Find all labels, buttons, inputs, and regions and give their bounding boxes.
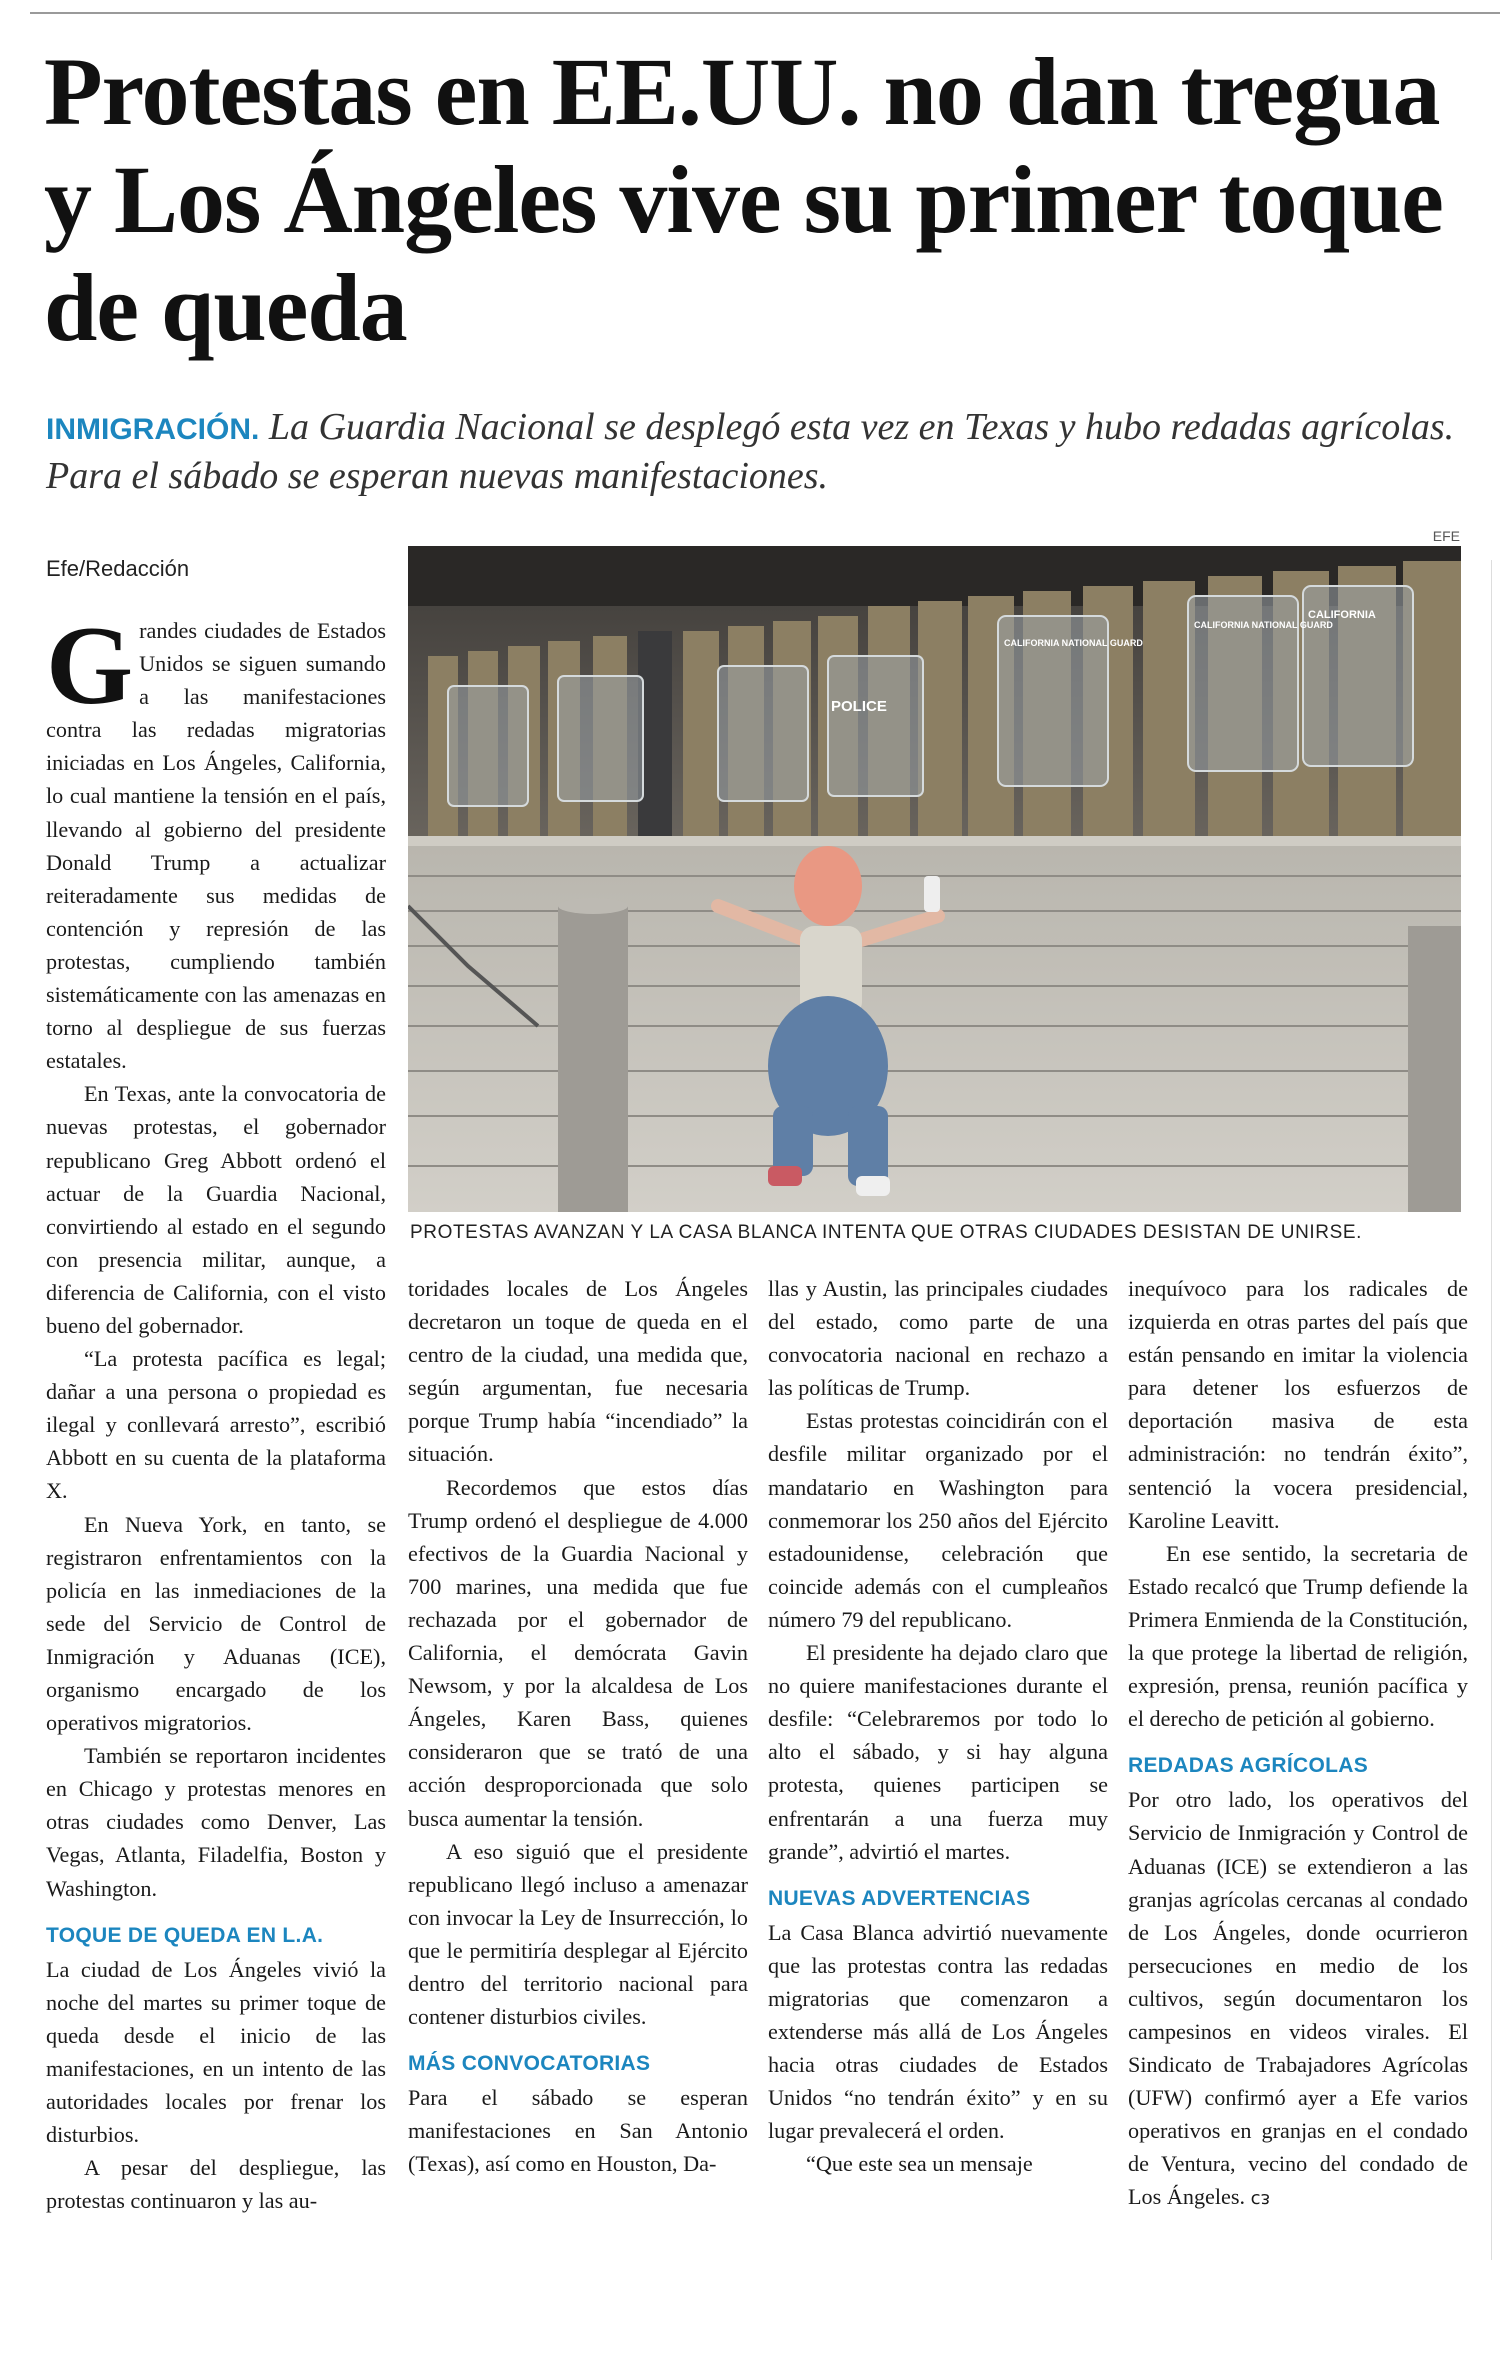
paragraph: La Casa Blanca advirtió nuevamente que las protestas contra las redadas migratorias que comenzaron a extenderse más allá de Los Ángeles hacia otras ciudades de Estados Unidos “no tendrán éxito” y en su lugar prevalecerá el orden. (768, 1919, 1108, 2144)
paragraph: En Texas, ante la convocatoria de nuevas protestas, el gobernador republicano Greg Abbott ordenó el actuar de la Guardia Nacional, convirtiendo al estado en el segundo con presencia militar, aunque, a diferencia de California, con el visto bueno del gobernador. (46, 1081, 386, 1338)
paragraph: La ciudad de Los Ángeles vivió la noche del martes su primer toque de queda desde el inicio de las manifestaciones, en un intento de las autoridades locales por frenar los disturbios. (46, 1956, 386, 2148)
paragraph: Estas protestas coincidirán con el desfile militar organizado por el mandatario en Washington para conmemorar los 250 años del Ejército estadounidense, celebración que coincide además con el cumpleaños número 79 del republicano. (768, 1408, 1108, 1632)
column-2 (408, 1272, 748, 2180)
paragraph: En Nueva York, en tanto, se registraron enfrentamientos con la policía en las inmediaciones de la sede del Servicio de Control de Inmigración y Aduanas (ICE), organismo encargado de los operativos migratorios. (46, 1511, 386, 1736)
headline: Protestas en EE.UU. no dan tregua y Los Ángeles vive su primer toque de queda (44, 38, 1443, 361)
paragraph: “La protesta pacífica es legal; dañar a una persona o propiedad es ilegal y conllevará arresto”, escribió Abbott en su cuenta de la plataforma X. (46, 1346, 386, 1504)
column-1 (46, 604, 386, 2217)
subhead-redadas-agricolas: REDADAS AGRÍCOLAS (1128, 1754, 1368, 1778)
protest-photo-illustration (408, 546, 1461, 1212)
paragraph-text: randes ciudades de Estados Unidos se siguen sumando a las manifestaciones contra las redadas migratorias iniciadas en Los Ángeles, California, lo cual mantiene la tensión en el país, llevando al gobierno del presidente Donald Trump a actualizar reiteradamente sus medidas de contención y represión de las protestas, cumpliendo también sistemáticamente con las amenazas en torno al despliegue de sus fuerzas estatales. (46, 618, 386, 1074)
shield-label-guard-1: CALIFORNIA NATIONAL GUARD (1004, 638, 1143, 648)
page-edge (1491, 560, 1500, 2260)
paragraph: Para el sábado se esperan manifestaciones en San Antonio (Texas), así como en Houston, Da- (408, 2085, 748, 2177)
byline: Efe/Redacción (46, 556, 190, 581)
paragraph: inequívoco para los radicales de izquierda en otras partes del país que están pensando en imitar la violencia para detener los esfuerzos de deportación masiva de esta administración: no tendrán éxito”, sentenció la vocera presidencial, Karoline Leavitt. (1128, 1276, 1468, 1533)
paragraph: El presidente ha dejado claro que no quiere manifestaciones durante el desfile: “Celebraremos por todo lo alto el sábado, y si hay alguna protesta, quienes participen se enfrentarán a una fuerza muy grande”, advirtió el martes. (768, 1640, 1108, 1864)
paragraph: También se reportaron incidentes en Chicago y protestas menores en otras ciudades como Denver, Las Vegas, Atlanta, Filadelfia, Boston y Washington. (46, 1743, 386, 1901)
paragraph (1128, 1783, 1468, 2215)
news-photo (408, 546, 1461, 1212)
subhead-toque-de-queda: TOQUE DE QUEDA EN L.A. (46, 1923, 324, 1947)
end-mark-icon: ᴄᴈ (1250, 2188, 1271, 2210)
shield-label-guard-3: CALIFORNIA (1308, 609, 1376, 621)
paragraph: En ese sentido, la secretaria de Estado recalcó que Trump defiende la Primera Enmienda de la Constitución, la que protege la libertad de religión, expresión, prensa, reunión pacífica y el derecho de petición al gobierno. (1128, 1540, 1468, 1732)
paragraph-text: Por otro lado, los operativos del Servicio de Inmigración y Control de Aduanas (ICE) se extendieron a las granjas agrícolas cercanas al condado de Los Ángeles, donde ocurrieron persecuciones en medio de los cultivos, según documentaron los campesinos en videos virales. El Sindicato de Trabajadores Agrícolas (UFW) confirmó ayer a Efe varios operativos en granjas en el condado de Ventura, vecino del condado de Los Ángeles. (1128, 1787, 1468, 2210)
dropcap: G (46, 604, 134, 728)
bollard-left (558, 906, 628, 1212)
column-3 (768, 1272, 1108, 2180)
bollard-right (1408, 926, 1461, 1212)
subhead-nuevas-advertencias: NUEVAS ADVERTENCIAS (768, 1886, 1031, 1910)
photo-caption: PROTESTAS AVANZAN Y LA CASA BLANCA INTENTA QUE OTRAS CIUDADES DESISTAN DE UNIRSE. (410, 1222, 1363, 1243)
deck-text: La Guardia Nacional se desplegó esta vez en Texas y hubo redadas agrícolas. Para el sábado se esperan nuevas manifestaciones. (46, 406, 1455, 497)
paragraph: A eso siguió que el presidente republicano llegó incluso a amenazar con invocar la Ley de Insurrección, lo que le permitiría desplegar al Ejército dentro del territorio nacional para contener disturbios civiles. (408, 1838, 748, 2030)
paragraph: toridades locales de Los Ángeles decretaron un toque de queda en el centro de la ciudad, una medida que, según argumentan, fue necesaria porque Trump había “incendiado” la situación. (408, 1276, 748, 1467)
photo-credit: EFE (1432, 528, 1460, 544)
paragraph: llas y Austin, las principales ciudades del estado, como parte de una convocatoria nacional en rechazo a las políticas de Trump. (768, 1276, 1108, 1401)
shield-label-guard-2: CALIFORNIA NATIONAL GUARD (1194, 620, 1333, 630)
paragraph (46, 604, 386, 1077)
shield-label-police: POLICE (831, 698, 887, 715)
subhead-mas-convocatorias: MÁS CONVOCATORIAS (408, 2052, 651, 2076)
deck (46, 404, 1466, 499)
paragraph: Recordemos que estos días Trump ordenó el despliegue de 4.000 efectivos de la Guardia Nacional y 700 marines, una medida que fue rechazada por el gobernador de California, el demócrata Gavin Newsom, y por la alcaldesa de Los Ángeles, Karen Bass, quienes consideraron que se trató de una acción desproporcionada que solo busca aumentar la tensión. (408, 1474, 748, 1831)
top-rule (30, 12, 1500, 14)
paragraph: A pesar del despliegue, las protestas continuaron y las au- (46, 2155, 386, 2214)
column-4 (1128, 1272, 1468, 2216)
paragraph: “Que este sea un mensaje (806, 2151, 1033, 2177)
deck-kicker: INMIGRACIÓN. (46, 413, 260, 446)
